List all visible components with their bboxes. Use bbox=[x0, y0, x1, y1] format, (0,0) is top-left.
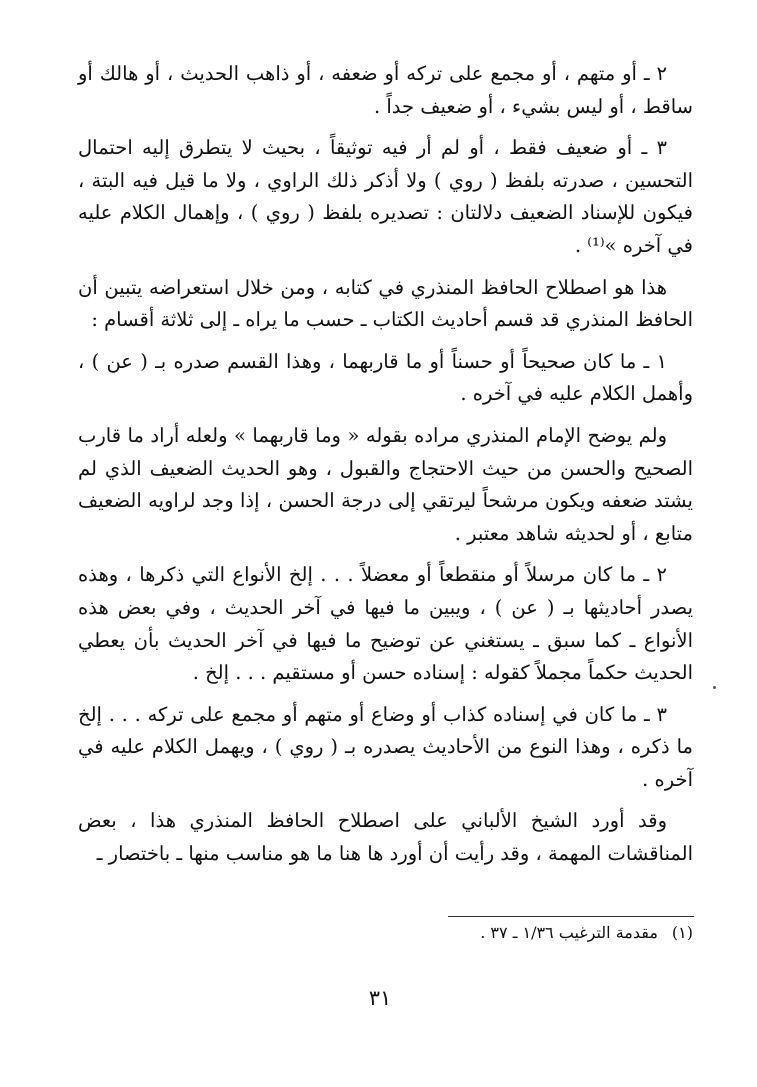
paragraph-7: ٣ ـ ما كان في إسناده كذاب أو وضاع أو متهم أو مجمع على تركه . . . إلخ ما ذكره ، وهذا النوع من الأحاديث يصدره بـ ( روي ) ، ويهمل الكلام عليه في آخره . bbox=[78, 702, 693, 791]
footnote bbox=[300, 920, 693, 946]
footnote-text: مقدمة الترغيب ١/٣٦ ـ ٣٧ . bbox=[480, 923, 658, 942]
body-text bbox=[78, 58, 693, 871]
paragraph-3: هذا هو اصطلاح الحافظ المنذري في كتابه ، ومن خلال استعراضه يتبين أن الحافظ المنذري قد قسم أحاديث الكتاب ـ حسب ما يراه ـ إلى ثلاثة أقسام : bbox=[78, 275, 693, 332]
paragraph-5: ولم يوضح الإمام المنذري مراده بقوله « وما قاربهما » ولعله أراد ما قارب الصحيح والحسن من حيث الاحتجاج والقبول ، وهو الحديث الضعيف الذي لم يشتد ضعفه ويكون مرشحاً ليرتقي إلى درجة الحسن ، إذا وجد لراويه الضعيف متابع ، أو لحديثه شاهد معتبر . bbox=[78, 423, 693, 545]
footnote-marker: (١) bbox=[671, 923, 693, 942]
page-number: ٣١ bbox=[368, 986, 392, 1010]
footnote-divider bbox=[448, 916, 694, 917]
paragraph-4: ١ ـ ما كان صحيحاً أو حسناً أو ما قاربهما ، وهذا القسم صدره بـ ( عن ) ، وأهمل الكلام عليه في آخره . bbox=[78, 349, 693, 406]
paragraph-2: ٣ ـ أو ضعيف فقط ، أو لم أر فيه توثيقاً ، بحيث لا يتطرق إليه احتمال التحسين ، صدرته بلفظ ( روي ) ولا أذكر ذلك الراوي ، ولا ما قيل فيه البتة ، فيكون للإسناد الضعيف دلالتان : تصديره بلفظ ( روي ) ، وإهمال الكلام عليه في آخره »⁽¹⁾ . bbox=[78, 136, 693, 257]
paragraph-6: ٢ ـ ما كان مرسلاً أو منقطعاً أو معضلاً . . . إلخ الأنواع التي ذكرها ، وهذه يصدر أحاديثها بـ ( عن ) ، ويبين ما فيها في آخر الحديث ، وفي بعض هذه الأنواع ـ كما سبق ـ يستغني عن توضيح ما فيها في آخر الحديث بأن يعطي الحديث حكماً مجملاً كقوله : إسناده حسن أو مستقيم . . . إلخ . bbox=[78, 563, 693, 685]
stray-dot-mark bbox=[713, 686, 716, 689]
paragraph-8: وقد أورد الشيخ الألباني على اصطلاح الحافظ المنذري هذا ، بعض المناقشات المهمة ، وقد رأيت أن أورد ها هنا ما هو مناسب منها ـ باختصار ـ bbox=[78, 809, 693, 866]
paragraph-1: ٢ ـ أو متهم ، أو مجمع على تركه أو ضعفه ، أو ذاهب الحديث ، أو هالك أو ساقط ، أو ليس بشيء ، أو ضعيف جداً . bbox=[78, 62, 693, 118]
